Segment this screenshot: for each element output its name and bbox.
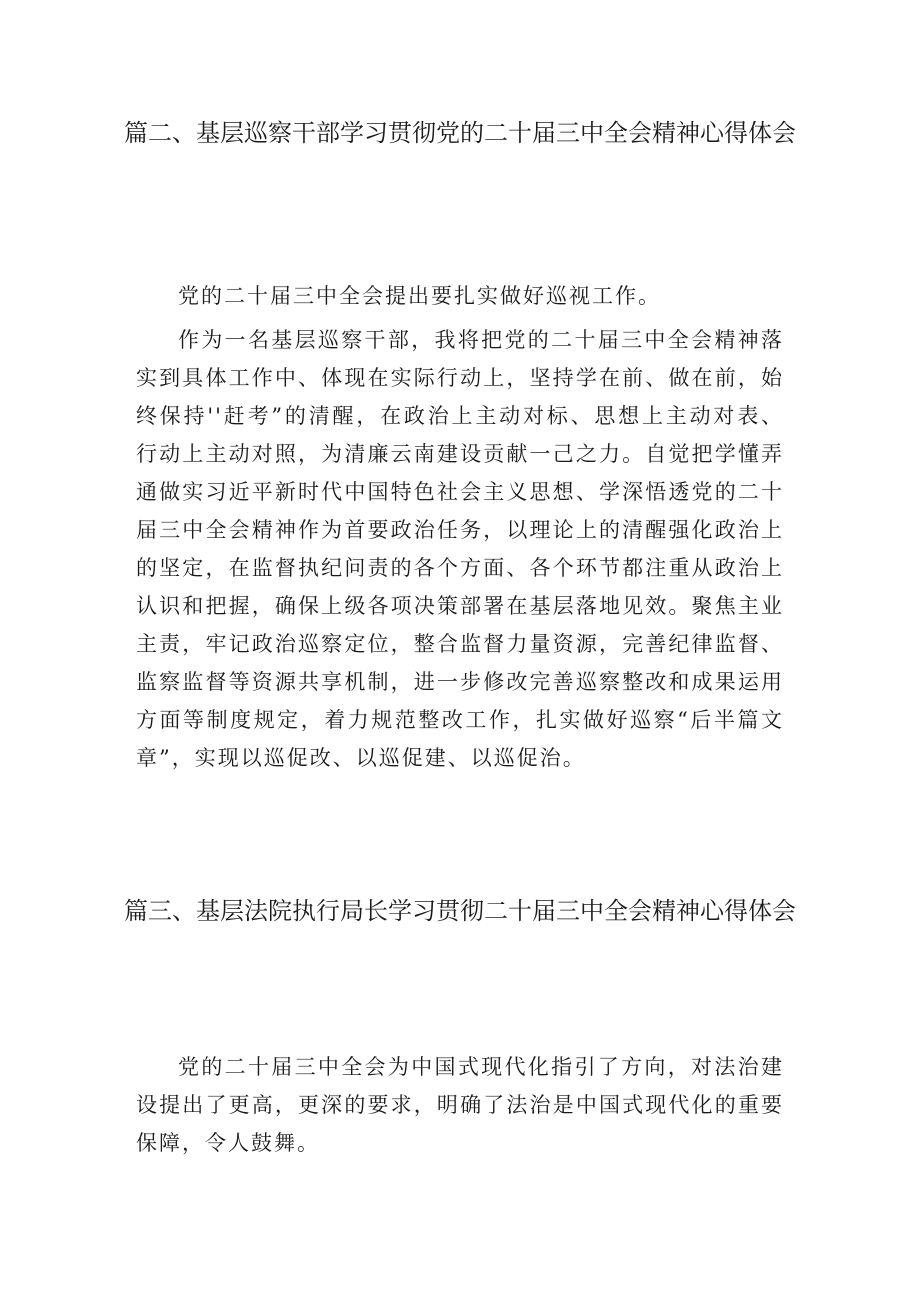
section-heading-3: 篇三、基层法院执行局长学习贯彻二十届三中全会精神心得体会	[124, 897, 796, 925]
section-2-paragraph-2: 作为一名基层巡察干部，我将把党的二十届三中全会精神落实到具体工作中、体现在实际行动上，坚持学在前、做在前，始终保持''赶考”的清醒，在政治上主动对标、思想上主动对表、行动上主动对照，为清廉云南建设贡献一己之力。自觉把学懂弄通做实习近平新时代中国特色社会主义思想、学深悟透党的二十届三中全会精神作为首要政治任务，以理论上的清醒强化政治上的坚定，在监督执纪问责的各个方面、各个环节都注重从政治上认识和把握，确保上级各项决策部署在基层落地见效。聚焦主业主责，牢记政治巡察定位，整合监督力量资源，完善纪律监督、监察监督等资源共享机制，进一步修改完善巡察整改和成果运用方面等制度规定，着力规范整改工作，扎实做好巡察“后半篇文章”，实现以巡促改、以巡促建、以巡促治。	[136, 328, 784, 770]
section-3-paragraph-1: 党的二十届三中全会为中国式现代化指引了方向，对法治建设提出了更高，更深的要求，明确了法治是中国式现代化的重要保障，令人鼓舞。	[136, 1055, 784, 1155]
section-2-paragraph-1: 党的二十届三中全会提出要扎实做好巡视工作。	[178, 284, 661, 308]
section-heading-2: 篇二、基层巡察干部学习贯彻党的二十届三中全会精神心得体会	[124, 119, 796, 147]
